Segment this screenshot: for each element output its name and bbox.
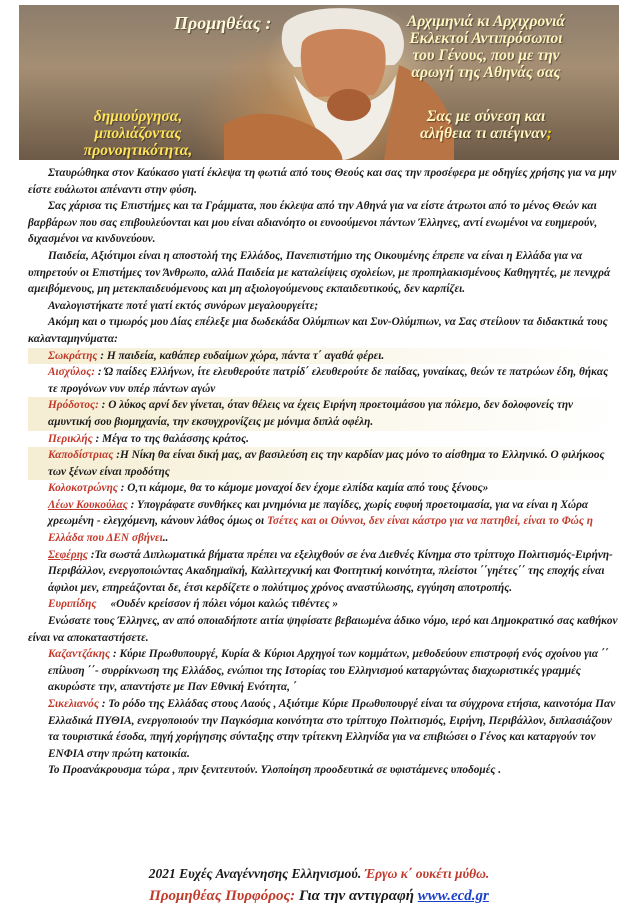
website-link[interactable]: www.ecd.gr <box>417 888 489 904</box>
quote-kapodistrias <box>28 447 618 480</box>
hero-right-lower-line <box>371 125 601 142</box>
hero-greeting-line: Αρχιμηνιά κι Αρχιχρονιά <box>407 13 565 30</box>
quote-end: .. <box>162 532 169 545</box>
quote-text: : Η παιδεία, καθάπερ ευδαίμων χώρα, πάντα τ΄ αγαθά φέρει. <box>100 349 385 362</box>
hero-semicolon: ; <box>546 125 552 142</box>
quote-author: Καποδίστριας <box>48 449 114 462</box>
signature-name: Προμηθέας Πυρφόρος: <box>149 888 296 904</box>
footer-motto: Έργω κ΄ ουκέτι μύθω. <box>361 866 490 881</box>
letter-body <box>28 165 618 779</box>
footer-wishes <box>0 866 638 882</box>
hero-left-text <box>53 108 223 159</box>
quote-author: Αισχύλος: <box>48 366 96 379</box>
paragraph: Σας χάρισα τις Επιστήμες και τα Γράμματα, που έκλεψα από την Αθηνά για να είστε άτρωτοι από το μένος Θεών και βαρβάρων που σας επιβουλεύονται και μου είναι αδιανόητο οι ευνοούμενοι πάντων Έλληνες, αντί ενωμένοι να ευημερούν, διχασμένοι να κινδυνεύουν. <box>28 200 598 246</box>
quote-author: Σωκράτης <box>48 349 98 362</box>
hero-title: Προμηθέας : <box>174 13 272 33</box>
paragraph: Ακόμη και ο τιμωρός μου Δίας επέλεξε μια δωδεκάδα Ολύμπιων και Συν-Ολύμπιων, να Σας στείλουν τα διδακτικά τους καλανταμηνύματα: <box>28 316 608 345</box>
quote-highlight: Τσέτες και οι Ούννοι, δεν είναι κάστρο για να πατηθεί, είναι το Φώς η Ελλάδα που ΔΕΝ σβήνει <box>48 515 593 545</box>
quote-text: : Μέγα το της θαλάσσης κράτος. <box>95 432 249 445</box>
quote-seferis <box>28 547 618 597</box>
closing-paragraph: Το Προανάκρουσμα τώρα , πριν ξενιτευτούν. Υλοποίηση προοδευτικά σε υφιστάμενες υποδομές . <box>48 764 502 777</box>
hero-left-line: προνοητικότητα, <box>83 142 193 159</box>
quote-aeschylus <box>28 364 618 397</box>
paragraph: Αναλογιστήκατε ποτέ γιατί εκτός συνόρων μεγαλουργείτε; <box>48 299 319 312</box>
hero-banner <box>19 5 619 160</box>
quote-author: Καζαντζάκης <box>48 648 111 661</box>
quote-text: «Ουδέν κρείσσον ή πόλει νόμοι καλώς τιθέντες » <box>110 598 339 611</box>
quote-author: Σικελιανός <box>48 698 99 710</box>
hero-right-lower-line: Σας με σύνεση και <box>426 108 546 125</box>
footer-signature <box>0 888 638 905</box>
paragraph: Σταυρώθηκα στον Καύκασο γιατί έκλεψα τη φωτιά από τους Θεούς και σας την προσέφερα με οδηγίες χρήσης για να μην είστε ευάλωτοι απέναντι στην φύση. <box>28 167 617 196</box>
quote-text: : Κύριε Πρωθυπουργέ, Κυρία & Κύριοι Αρχηγοί των κομμάτων, μεθοδεύουν επιστροφή ενός σχοίνου για ΄΄ επίλυση ΄΄- συρρίκνωση της Ελλάδος, ενώπιοι της Ιστορίας του Ελληνισμού καταργώντας διαχωριστικές γραμμές ακυρώστε την, απαντήστε με Παν Εθνική Ενότητα, ΄ <box>48 648 609 694</box>
quote-text: :Η Νίκη θα είναι δική μας, αν βασιλεύση εις την καρδίαν μας μόνο το αίσθημα το Ελληνικό. Ο φιλήκοος των ξένων είναι προδότης <box>48 449 605 478</box>
quote-text: : Υπογράφατε συνθήκες και μνημόνια με παγίδες, χωρίς ευφυή προετοιμασία, για να είναι η Χώρα χρεωμένη - ελεγχόμενη, κάνουν λάθος όμως οι <box>48 498 589 528</box>
hero-greeting-line: Εκλεκτοί Αντιπρόσωποι <box>409 30 563 47</box>
quote-author: Λέων Κουκούλας <box>48 498 128 511</box>
quote-author: Ευριπίδης <box>48 598 97 611</box>
quote-text: : Ο λύκος αρνί δεν γίνεται, όταν θέλεις να έχεις Ειρήνη προετοιμάσου για πόλεμο, δεν δολοφονείς την αμυντική σου βιομηχανία, την εκσυγχρονίζεις με μόνιμα διπλά οφέλη. <box>48 399 574 428</box>
quote-herodotus <box>28 397 618 430</box>
quote-pericles <box>28 431 618 448</box>
hero-right-lower-text <box>371 108 601 142</box>
quote-sikelianos <box>28 696 618 762</box>
hero-greeting-line: αρωγή της Αθηνάς σας <box>411 64 561 81</box>
quote-text: : Ο,τι κάμομε, θα το κάμομε μοναχοί δεν έχομε ελπίδα καμία από τους ξένους» <box>120 482 489 495</box>
signature-copy-label: Για την αντιγραφή <box>295 888 418 904</box>
quote-euripides <box>28 596 618 613</box>
quote-author: Σεφέρης <box>48 548 88 561</box>
hero-greeting-line: του Γένους, που με την <box>412 47 560 64</box>
hero-right-lower-line-text: αλήθεια τι απέγιναν <box>420 125 547 142</box>
quote-kolokotronis <box>28 480 618 497</box>
quote-text: : Το ρόδο της Ελλάδας στους Λαούς , Αξιότιμε Κύριε Πρωθυπουργέ είναι τα σύγχρονα ετήσια, καινοτόμα Παν Ελλαδικά ΠΥΘΙΑ, ενεργοποιούν την Παγκόσμια κοινότητα στο τρίπτυχο Πολιτισμός, Ειρήνη, Περιβάλλον, διπλασιάζουν τα τουριστικά έσοδα, πηγή χορήγησης σύνταξης στην τρίτεκνη Ελληνίδα για να επιβιώσει ο Γένος και καταργούν τον ΕΝΦΙΑ στην πρώτη κατοικία. <box>48 698 616 760</box>
quote-kazantzakis <box>28 646 618 696</box>
quote-author: Ηρόδοτος: <box>48 399 99 412</box>
paragraph: Ενώσατε τους Έλληνες, αν από οποιαδήποτε αιτία ψηφίσατε βεβαιωμένα άδικο νόμο, ιερό και Δημοκρατικό σας καθήκον είναι να αποκαταστήσετε. <box>28 615 618 644</box>
quote-author: Κολοκοτρώνης <box>48 482 118 495</box>
paragraph: Παιδεία, Αξιότιμοι είναι η αποστολή της Ελλάδος, Πανεπιστήμιο της Οικουμένης έπρεπε να είναι η Ελλάδα για να υπηρετούν οι Επιστήμες τον Άνθρωπο, αλλά Παιδεία με καταλείψεις σχολείων, με προπηλακισμένους Καθηγητές, με πενιχρά αμειβόμενους, μη μετεκπαιδευόμενους και μη αξιολογούμενους εκπαιδευτικούς, δεν καρπίζει. <box>28 249 611 296</box>
footer-wishes-text: 2021 Ευχές Αναγέννησης Ελληνισμού. <box>148 866 362 881</box>
quote-koukoulas <box>28 497 618 547</box>
quote-socrates <box>28 348 618 365</box>
quote-text: :Τα σωστά Διπλωματικά βήματα πρέπει να εξελιχθούν σε ένα Διεθνές Κίνημα στο τρίπτυχο Πολιτισμός-Ειρήνη-Περιβάλλον, ενεργοποιώντας Ακαδημαϊκή, Καλλιτεχνική και Φοιτητική κοινότητα, πλείστοι ΄΄γηέτες΄΄ της εποχής είναι άφιλοι μεν, επηρεάζονται δε, έτσι κερδίζετε ο πολύτιμος χρόνος αναστύλωσης, εγγύηση αποτροπής. <box>48 548 613 594</box>
quote-author: Περικλής <box>48 432 93 445</box>
hero-left-line: δημιούργησα, μπολιάζοντας <box>93 108 183 142</box>
hero-greeting <box>371 13 601 81</box>
quote-text: : Ώ παίδες Ελλήνων, ίτε ελευθερούτε πατρίδ΄ ελευθερούτε δε παίδας, γυναίκας, θεών τε πατρώων έδη, θήκας τε προγόνων νυν υπέρ πάντων αγών <box>48 366 609 395</box>
